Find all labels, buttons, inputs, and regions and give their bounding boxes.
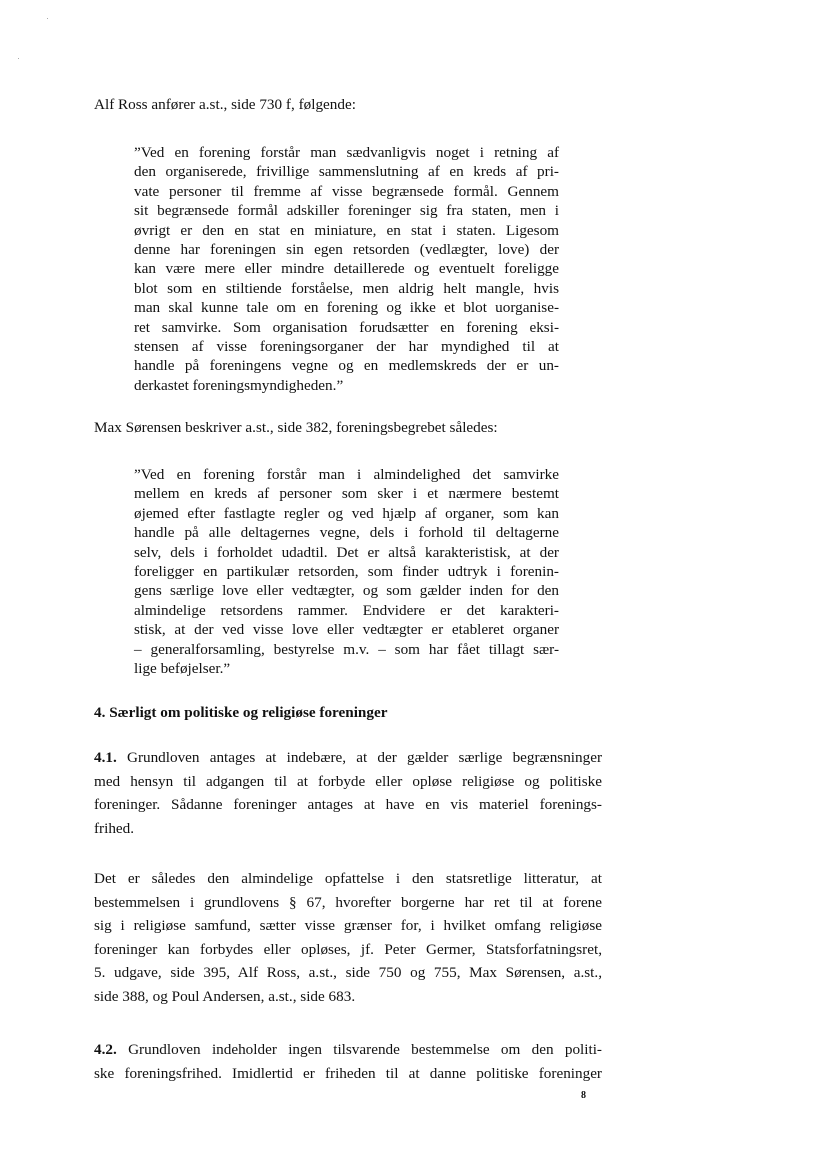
literature-paragraph bbox=[94, 867, 602, 1008]
intro-ross bbox=[94, 93, 602, 117]
quote-line: lige beføjelser.” bbox=[134, 660, 231, 678]
body-line: bestemmelsen i grundlovens § 67, hvorefter borgerne har ret til at forene bbox=[94, 893, 602, 911]
intro-sorensen bbox=[94, 416, 602, 440]
quote-line: handle på alle deltagernes vegne, dels i forhold til deltagerne bbox=[134, 524, 559, 542]
quote-line: blot som en stiltiende forståelse, men aldrig helt mangle, hvis bbox=[134, 279, 559, 297]
intro-sorensen-text: Max Sørensen beskriver a.st., side 382, foreningsbegrebet således: bbox=[94, 419, 498, 436]
quote-ross bbox=[134, 143, 559, 395]
quote-line: øjemed efter fastlagte regler og ved hjælp af organer, som kan bbox=[134, 504, 559, 522]
intro-ross-text: Alf Ross anfører a.st., side 730 f, følgende: bbox=[94, 96, 356, 113]
quote-line: foreligger en partikulær retsorden, som finder udtryk i forenin- bbox=[134, 563, 559, 581]
quote-line: stensen af visse foreningsorganer der har myndighed til at bbox=[134, 338, 559, 356]
body-line: frihed. bbox=[94, 819, 135, 837]
body-line: 5. udgave, side 395, Alf Ross, a.st., side 750 og 755, Max Sørensen, a.st., bbox=[94, 964, 602, 981]
body-line: med hensyn til adgangen til at forbyde eller opløse religiøse og politiske bbox=[94, 772, 602, 790]
quote-line: ”Ved en forening forstår man i almindelighed det samvirke bbox=[134, 466, 559, 483]
quote-line: den organiserede, frivillige sammenslutning af en kreds af pri- bbox=[134, 163, 559, 181]
body-line: sig i religiøse samfund, sætter visse grænser for, i hvilket omfang religiøse bbox=[94, 917, 602, 934]
quote-sorensen bbox=[134, 465, 559, 678]
quote-line: stisk, at der ved visse love eller vedtægter er etableret organer bbox=[134, 621, 559, 639]
section-4-1 bbox=[94, 746, 602, 840]
quote-line: denne har foreningen sin egen retsorden (vedlægter, love) der bbox=[134, 241, 559, 259]
quote-line: man skal kunne tale om en forening og ikke et blot uorganise- bbox=[134, 299, 559, 317]
section-4-2 bbox=[94, 1038, 602, 1085]
section-heading: 4. Særligt om politiske og religiøse foreninger bbox=[94, 704, 388, 721]
quote-line: – generalforsamling, bestyrelse m.v. – som har fået tillagt sær- bbox=[134, 640, 559, 658]
quote-line: ret samvirke. Som organisation forudsætter en forening eksi- bbox=[134, 318, 559, 336]
scan-speck bbox=[18, 58, 19, 59]
quote-line: øvrigt er den en stat en miniature, en stat i staten. Ligesom bbox=[134, 221, 559, 239]
body-line: ske foreningsfrihed. Imidlertid er friheden til at danne politiske foreninger bbox=[94, 1064, 602, 1082]
scan-speck bbox=[47, 18, 48, 19]
quote-line: handle på foreningens vegne og en medlemskreds der er un- bbox=[134, 357, 559, 375]
body-line: Det er således den almindelige opfattelse i den statsretlige litteratur, at bbox=[94, 870, 602, 887]
quote-line: selv, dels i forholdet udadtil. Det er altså karakteristisk, at der bbox=[134, 543, 559, 561]
quote-line: sit begrænsede formål adskiller foreninger sig fra staten, men i bbox=[134, 202, 559, 220]
quote-line: derkastet foreningsmyndigheden.” bbox=[134, 376, 344, 394]
quote-line: gens særlige love eller vedtægter, og som gælder inden for den bbox=[134, 582, 559, 600]
body-line: side 388, og Poul Andersen, a.st., side 683. bbox=[94, 987, 356, 1005]
page-number: 8 bbox=[581, 1090, 586, 1101]
quote-line: vate personer til fremme af visse begrænsede formål. Gennem bbox=[134, 182, 559, 200]
quote-line: kan være mere eller mindre detaillerede og eventuelt foreligge bbox=[134, 260, 559, 278]
quote-line: mellem en kreds af personer som sker i et nærmere bestemt bbox=[134, 485, 559, 503]
section-number: 4.1. bbox=[94, 749, 117, 766]
body-line: Grundloven antages at indebære, at der gælder særlige begrænsninger bbox=[116, 749, 602, 766]
quote-line: ”Ved en forening forstår man sædvanligvis noget i retning af bbox=[134, 144, 559, 161]
body-line: Grundloven indeholder ingen tilsvarende bestemmelse om den politi- bbox=[116, 1041, 602, 1058]
body-line: foreninger. Sådanne foreninger antages at have en vis materiel forenings- bbox=[94, 796, 602, 813]
quote-line: almindelige retsordens rammer. Endvidere er det karakteri- bbox=[134, 601, 559, 619]
body-line: foreninger kan forbydes eller opløses, jf. Peter Germer, Statsforfatningsret, bbox=[94, 940, 602, 958]
section-number: 4.2. bbox=[94, 1041, 117, 1058]
